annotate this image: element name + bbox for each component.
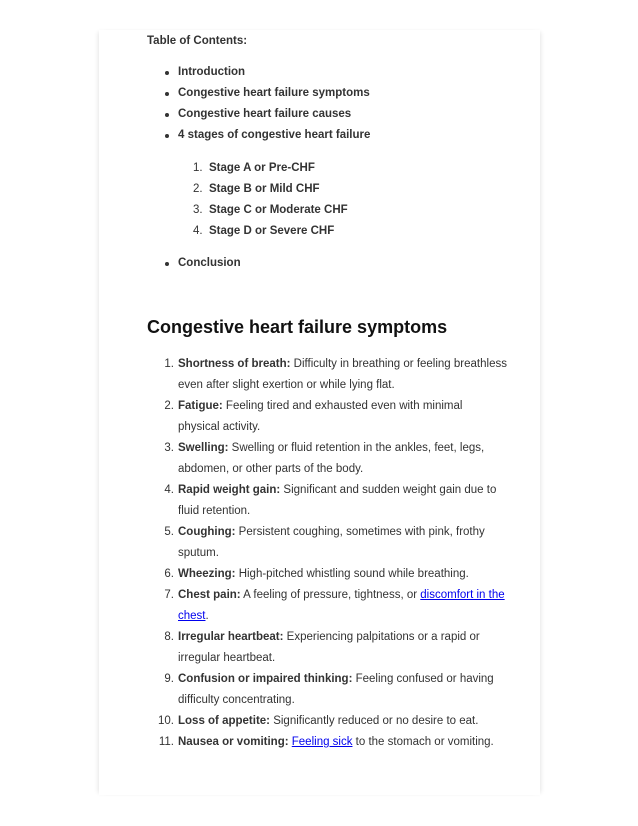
toc-stage-b[interactable]: 2. Stage B or Mild CHF [193,183,320,195]
symptom-item: 6. Wheezing: High-pitched whistling sound while breathing. [164,568,469,580]
symptom-item: 3. Swelling: Swelling or fluid retention in the ankles, feet, legs, abdomen, or other parts of the body. [164,442,485,475]
toc-title: Table of Contents: [147,35,248,47]
symptom-item: 8. Irregular heartbeat: Experiencing palpitations or a rapid or irregular heartbeat. [164,631,480,664]
bullet-icon [165,92,169,96]
toc-item-introduction[interactable]: Introduction [147,62,370,83]
symptom-item: 5. Coughing: Persistent coughing, sometimes with pink, frothy sputum. [164,526,485,559]
bullet-icon [165,113,169,117]
toc-list-end [147,253,241,274]
symptom-item: 1. Shortness of breath: Difficulty in breathing or feeling breathless even after slight exertion or while lying flat. [164,358,507,391]
toc-stage-c[interactable]: 3. Stage C or Moderate CHF [193,204,348,216]
bullet-icon [165,262,169,266]
toc-list [147,62,370,146]
symptom-item: 7. Chest pain: A feeling of pressure, tightness, or discomfort in the chest. [164,589,505,622]
chest-discomfort-link[interactable]: discomfort in the chest [178,589,505,622]
symptom-item: 10. Loss of appetite: Significantly reduced or no desire to eat. [158,715,479,727]
toc-item-stages[interactable]: 4 stages of congestive heart failure [147,125,370,146]
symptom-item: 4. Rapid weight gain: Significant and sudden weight gain due to fluid retention. [164,484,497,517]
bullet-icon [165,134,169,138]
toc-stage-list [147,158,348,242]
symptom-item: 9. Confusion or impaired thinking: Feeling confused or having difficulty concentrating. [164,673,494,706]
toc-stage-d[interactable]: 4. Stage D or Severe CHF [193,225,335,237]
symptom-item: 11. Nausea or vomiting: Feeling sick to the stomach or vomiting. [158,736,494,748]
section-heading: Congestive heart failure symptoms [147,317,448,337]
symptom-item: 2. Fatigue: Feeling tired and exhausted even with minimal physical activity. [164,400,463,433]
document-page [99,30,540,795]
toc-stage-a[interactable]: 1. Stage A or Pre-CHF [193,162,315,174]
toc-item-conclusion[interactable]: Conclusion [147,253,241,274]
bullet-icon [165,71,169,75]
symptom-list [147,354,507,753]
toc-item-causes[interactable]: Congestive heart failure causes [147,104,370,125]
feeling-sick-link[interactable]: Feeling sick [291,736,353,748]
toc-item-symptoms[interactable]: Congestive heart failure symptoms [147,83,370,104]
